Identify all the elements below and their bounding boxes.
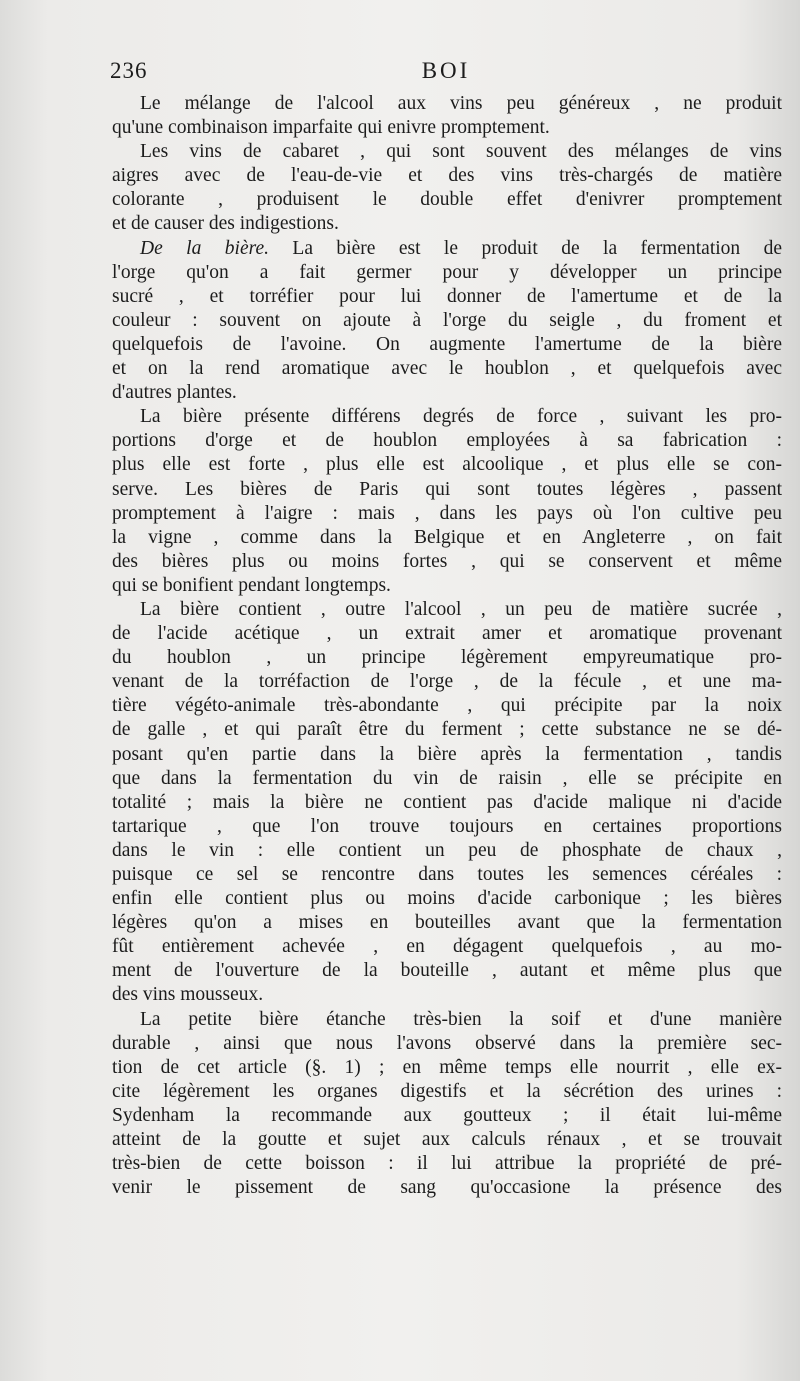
text-fragment: La bière est le produit de la fermentation de <box>269 237 783 259</box>
text-line: sucré , et torréfier pour lui donner de l'amertume et de la <box>112 285 782 307</box>
page-number: 236 <box>110 58 148 83</box>
text-line: très-bien de cette boisson : il lui attribue la propriété de pré- <box>112 1153 782 1175</box>
text-line: serve. Les bières de Paris qui sont toutes légères , passent <box>112 478 782 500</box>
text-line: La bière présente différens degrés de force , suivant les pro- <box>140 406 782 428</box>
text-line: qu'une combinaison imparfaite qui enivre promptement. <box>112 117 550 139</box>
text-line: totalité ; mais la bière ne contient pas d'acide malique ni d'acide <box>112 791 782 813</box>
text-line: quelquefois de l'avoine. On augmente l'amertume de la bière <box>112 333 782 355</box>
text-line: cite légèrement les organes digestifs et la sécrétion des urines : <box>112 1080 782 1102</box>
text-line: des vins mousseux. <box>112 984 264 1006</box>
text-line: promptement à l'aigre : mais , dans les pays où l'on cultive peu <box>112 502 782 524</box>
text-line: tion de cet article (§. 1) ; en même temps elle nourrit , elle ex- <box>112 1056 782 1078</box>
text-line: de galle , et qui paraît être du ferment ; cette substance ne se dé- <box>112 719 782 741</box>
text-line: qui se bonifient pendant longtemps. <box>112 574 391 596</box>
body-text <box>112 92 782 1200</box>
text-line: venir le pissement de sang qu'occasione la présence des <box>112 1177 782 1199</box>
text-line: Les vins de cabaret , qui sont souvent des mélanges de vins <box>140 141 782 163</box>
text-line: durable , ainsi que nous l'avons observé dans la première sec- <box>112 1032 782 1054</box>
text-line: La petite bière étanche très-bien la soif et d'une manière <box>140 1008 782 1030</box>
text-line: et de causer des indigestions. <box>112 213 339 235</box>
text-line: ment de l'ouverture de la bouteille , autant et même plus que <box>112 960 782 982</box>
running-head: BOI <box>421 58 471 83</box>
text-line: plus elle est forte , plus elle est alcoolique , et plus elle se con- <box>112 454 782 476</box>
paragraph-alcohol-mix <box>112 92 782 140</box>
text-line: légères qu'on a mises en bouteilles avant que la fermentation <box>112 912 782 934</box>
text-line: l'orge qu'on a fait germer pour y développer un principe <box>112 261 782 283</box>
text-line: de l'acide acétique , un extrait amer et aromatique provenant <box>112 623 782 645</box>
text-line: La bière contient , outre l'alcool , un peu de matière sucrée , <box>140 598 782 620</box>
text-line: posant qu'en partie dans la bière après la fermentation , tandis <box>112 743 782 765</box>
text-line: atteint de la goutte et sujet aux calculs rénaux , et se trouvait <box>112 1129 782 1151</box>
text-line: Le mélange de l'alcool aux vins peu généreux , ne produit <box>140 93 782 114</box>
text-line: des bières plus ou moins fortes , qui se conservent et même <box>112 550 782 572</box>
text-line <box>112 237 782 261</box>
paragraph-beer-definition <box>112 237 782 406</box>
text-line: couleur : souvent on ajoute à l'orge du seigle , du froment et <box>112 309 782 331</box>
text-line: fût entièrement achevée , en dégagent quelquefois , au mo- <box>112 936 782 958</box>
section-heading-beer: De la bière. <box>140 237 269 259</box>
text-line: Sydenham la recommande aux goutteux ; il était lui-même <box>112 1104 782 1126</box>
text-line: colorante , produisent le double effet d'enivrer promptement <box>112 189 782 211</box>
text-line: d'autres plantes. <box>112 382 237 404</box>
text-line: dans le vin : elle contient un peu de phosphate de chaux , <box>112 839 782 861</box>
text-line: du houblon , un principe légèrement empyreumatique pro- <box>112 647 782 669</box>
text-line: tartarique , que l'on trouve toujours en certaines proportions <box>112 815 782 837</box>
text-line: enfin elle contient plus ou moins d'acide carbonique ; les bières <box>112 888 782 910</box>
page-header <box>110 58 760 92</box>
paragraph-beer-composition <box>112 598 782 1008</box>
text-line: tière végéto-animale très-abondante , qui précipite par la noix <box>112 695 782 717</box>
paragraph-small-beer <box>112 1008 782 1201</box>
text-line: que dans la fermentation du vin de raisin , elle se précipite en <box>112 767 782 789</box>
paragraph-beer-strength <box>112 405 782 598</box>
text-line: aigres avec de l'eau-de-vie et des vins très-chargés de matière <box>112 165 782 187</box>
text-line: portions d'orge et de houblon employées à sa fabrication : <box>112 430 782 452</box>
text-line: puisque ce sel se rencontre dans toutes les semences céréales : <box>112 864 782 885</box>
text-line: la vigne , comme dans la Belgique et en Angleterre , on fait <box>112 526 782 548</box>
text-line: et on la rend aromatique avec le houblon , et quelquefois avec <box>112 358 782 380</box>
paragraph-cabaret-wines <box>112 140 782 236</box>
text-line: venant de la torréfaction de l'orge , de la fécule , et une ma- <box>112 671 782 693</box>
